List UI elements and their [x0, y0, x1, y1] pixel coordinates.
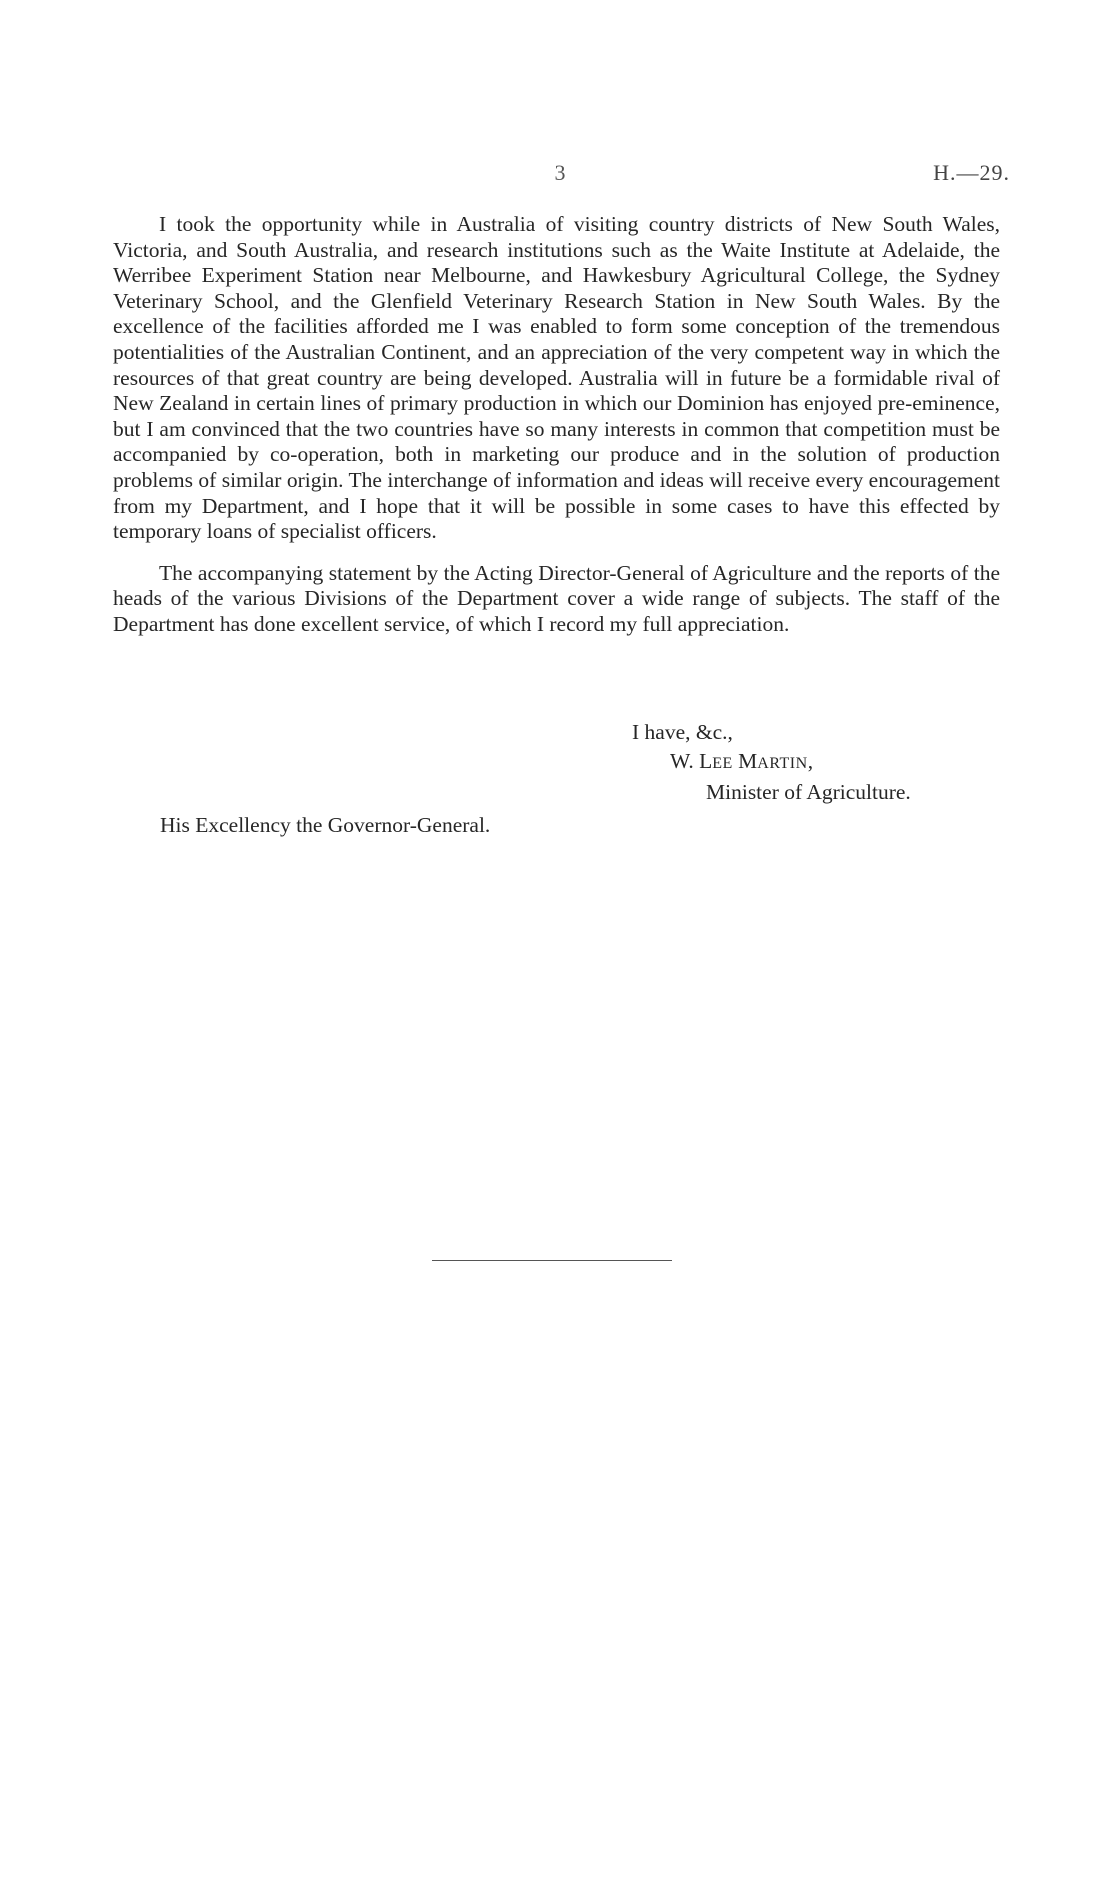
- paragraph-appreciation: The accompanying statement by the Acting Director-General of Agriculture and the reports of the heads of the various Divisions of the Department cover a wide range of subjects. The staff of the Department has done excellent service, of which I record my full appreciation.: [113, 560, 1000, 636]
- letter-body: [113, 212, 1000, 638]
- signatory-title: Minister of Agriculture.: [706, 780, 911, 804]
- addressee: His Excellency the Governor-General.: [160, 813, 491, 837]
- name-first-initial: L: [699, 749, 713, 773]
- name-suffix: ,: [807, 749, 814, 773]
- page-number: 3: [554, 160, 566, 185]
- name-prefix: W.: [670, 749, 694, 773]
- report-code: H.—29.: [933, 160, 1010, 185]
- name-last-rest: ARTIN: [757, 755, 808, 772]
- name-first-rest: EE: [712, 755, 733, 772]
- signatory-name: [632, 747, 911, 778]
- signature-block: [632, 718, 911, 807]
- section-divider-rule: [432, 1260, 672, 1261]
- name-last-initial: M: [738, 749, 758, 773]
- closing-line: I have, &c.,: [632, 720, 733, 744]
- paragraph-australia-visit: I took the opportunity while in Australia of visiting country districts of New South Wales, Victoria, and South Australia, and research institutions such as the Waite Institute at Adelaide, the Werribee Experiment Station near Melbourne, and Hawkesbury Agricultural College, the Sydney Veterinary School, and the Glenfield Veterinary Research Station in New South Wales. By the excellence of the facilities afforded me I was enabled to form some conception of the tremendous potentialities of the Australian Continent, and an appreciation of the very competent way in which the resources of that great country are being developed. Australia will in future be a formidable rival of New Zealand in certain lines of primary production in which our Dominion has enjoyed pre-eminence, but I am convinced that the two countries have so many interests in common that competition must be accompanied by co-operation, both in marketing our produce and in the solution of production problems of similar origin. The interchange of information and ideas will receive every encouragement from my Department, and I hope that it will be possible in some cases to have this effected by temporary loans of specialist officers.: [113, 212, 1000, 544]
